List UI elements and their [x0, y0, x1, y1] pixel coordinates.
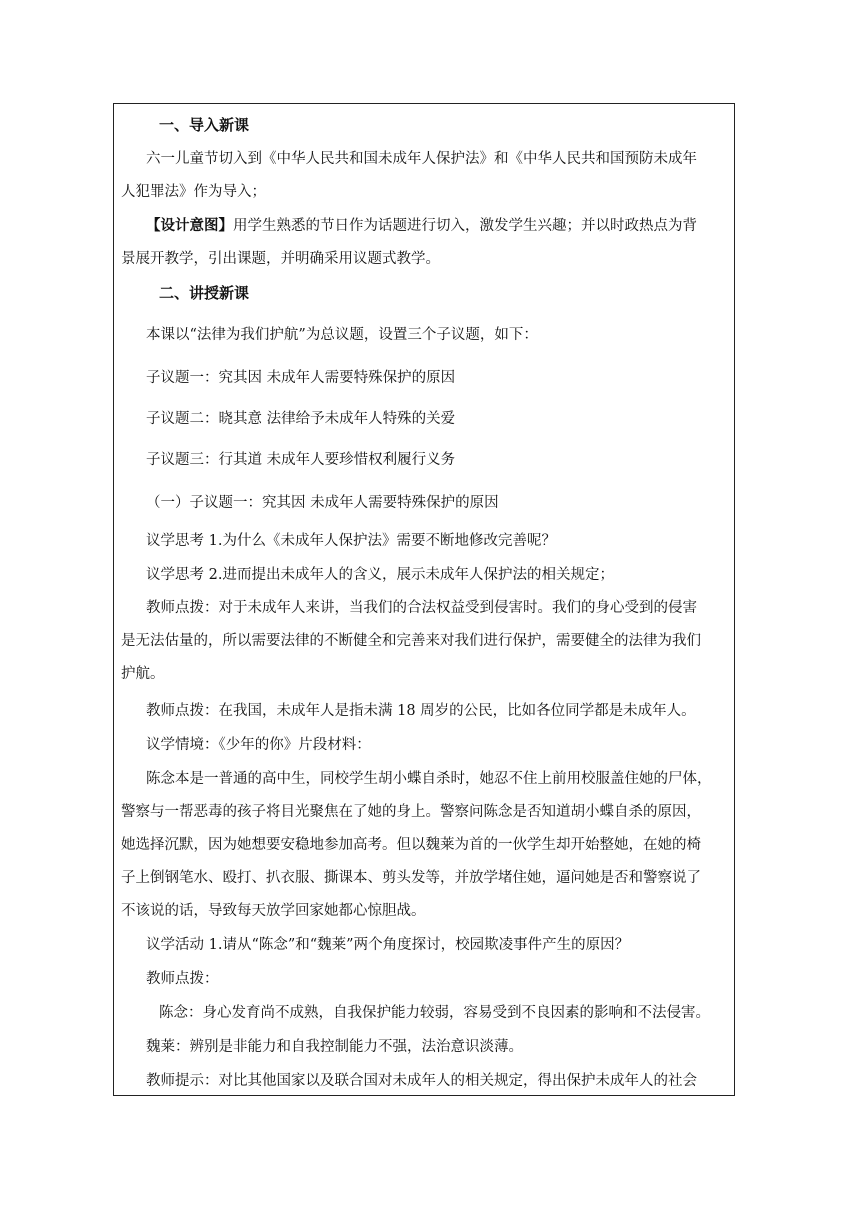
story-line-1: 陈念本是一普通的高中生，同校学生胡小蝶自杀时，她忍不住上前用校服盖住她的尸体，	[146, 771, 712, 787]
analysis-wei-lai: 魏莱：辨别是非能力和自我控制能力不强，法治意识淡薄。	[146, 1039, 523, 1055]
heading-intro: 一、导入新课	[159, 116, 250, 134]
teacher-guide-1-line-2: 是无法估量的，所以需要法律的不断健全和完善来对我们进行保护，需要健全的法律为我们	[121, 633, 701, 649]
teacher-guide-1-line-1: 教师点拨：对于未成年人来讲，当我们的合法权益受到侵害时。我们的身心受到的侵害	[146, 600, 697, 616]
design-intent-line-2: 景展开教学，引出课题，并明确采用议题式教学。	[121, 251, 440, 267]
design-intent-line-1	[146, 217, 697, 235]
document-frame	[113, 103, 735, 1096]
lesson-intro: 本课以“法律为我们护航”为总议题，设置三个子议题，如下：	[146, 327, 538, 343]
teacher-hint: 教师提示：对比其他国家以及联合国对未成年人的相关规定，得出保护未成年人的社会	[146, 1073, 697, 1089]
teacher-guide-1-line-3: 护航。	[121, 666, 165, 682]
learning-activity-1: 议学活动 1.请从“陈念”和“魏莱”两个角度探讨，校园欺凌事件产生的原因？	[146, 937, 630, 953]
story-line-3: 她选择沉默，因为她想要安稳地参加高考。但以魏莱为首的一伙学生却开始整她，在她的椅	[121, 837, 701, 853]
analysis-chen-nian: 陈念：身心发育尚不成熟，自我保护能力较弱，容易受到不良因素的影响和不法侵害。	[159, 1005, 710, 1021]
design-intent-text: 用学生熟悉的节日作为话题进行切入，激发学生兴趣；并以时政热点为背	[233, 218, 697, 234]
paragraph-intro-line-1: 六一儿童节切入到《中华人民共和国未成年人保护法》和《中华人民共和国预防未成年	[146, 151, 697, 167]
story-line-4: 子上倒钢笔水、殴打、扒衣服、撕课本、剪头发等，并放学堵住她，逼问她是否和警察说了	[121, 870, 701, 886]
teacher-guide-3: 教师点拨：	[146, 971, 219, 987]
teacher-guide-2: 教师点拨：在我国，未成年人是指未满 18 周岁的公民，比如各位同学都是未成年人。	[146, 703, 696, 719]
section-1-title: （一）子议题一：究其因 未成年人需要特殊保护的原因	[146, 495, 499, 511]
story-line-2: 警察与一帮恶毒的孩子将目光聚焦在了她的身上。警察问陈念是否知道胡小蝶自杀的原因，	[121, 804, 701, 820]
story-line-5: 不该说的话，导致每天放学回家她都心惊胆战。	[121, 903, 426, 919]
design-intent-label: 【设计意图】	[146, 218, 233, 234]
heading-new-lesson: 二、讲授新课	[159, 284, 250, 302]
learning-situation: 议学情境：《少年的你》片段材料：	[146, 737, 371, 753]
paragraph-intro-line-2: 人犯罪法》作为导入；	[121, 184, 266, 200]
think-2: 议学思考 2.进而提出未成年人的含义，展示未成年人保护法的相关规定；	[146, 567, 614, 583]
think-1: 议学思考 1.为什么《未成年人保护法》需要不断地修改完善呢？	[146, 533, 556, 549]
sub-topic-3: 子议题三：行其道 未成年人要珍惜权利履行义务	[146, 452, 456, 468]
sub-topic-2: 子议题二：晓其意 法律给予未成年人特殊的关爱	[146, 411, 456, 427]
sub-topic-1: 子议题一：究其因 未成年人需要特殊保护的原因	[146, 370, 456, 386]
